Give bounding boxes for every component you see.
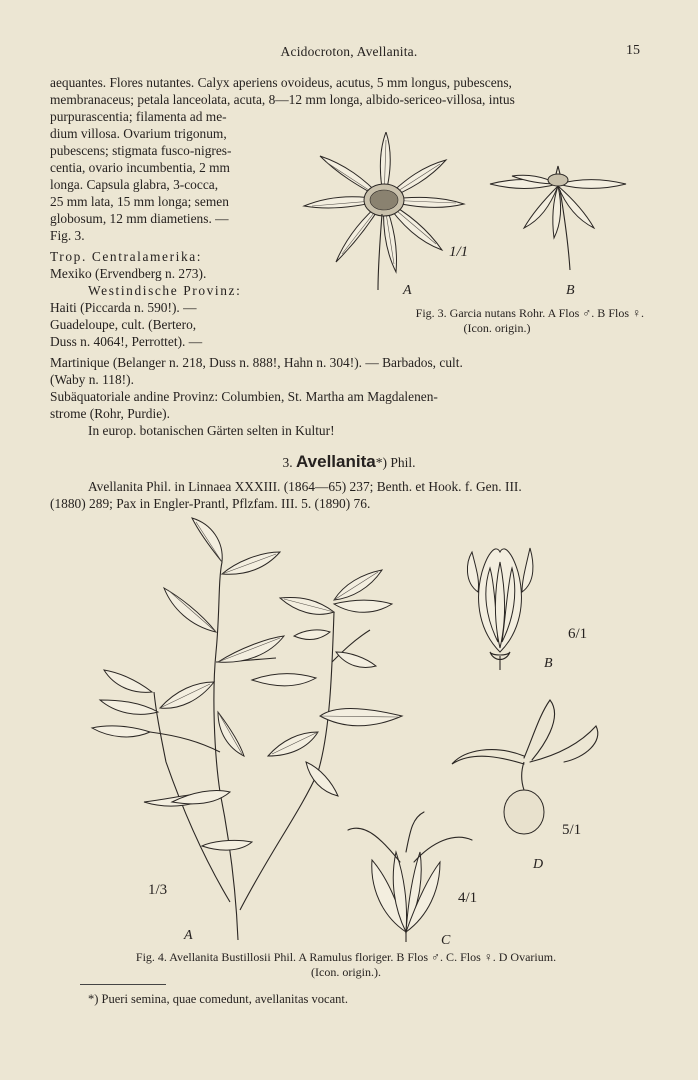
distribution-subaequatoriale: Subäquatoriale andine Provinz: Columbien, St. Martha am Magdalenen- (50, 389, 438, 404)
paragraph-narrow-column (50, 108, 280, 350)
distribution-duss: Duss n. 4064!, Perrottet). — (50, 334, 203, 349)
text-line: aequantes. Flores nutantes. Calyx aperiens ovoideus, acutus, 5 mm longus, pubescens, (50, 75, 512, 90)
distribution-strome: strome (Rohr, Purdie). (50, 406, 170, 421)
text-line: 25 mm lata, 15 mm longa; semen (50, 194, 229, 209)
text-line: Fig. 3. (50, 228, 85, 243)
fig4-label-d: D (533, 857, 544, 872)
fig4-scale-b: 6/1 (568, 626, 588, 642)
figure-4-illustration (80, 512, 640, 942)
distribution-westindies: Westindische Provinz: (88, 283, 242, 298)
fig4-caption-line1: Fig. 4. Avellanita Bustillosii Phil. A Ramulus floriger. B Flos ♂. C. Flos ♀. D Ovarium. (135, 950, 557, 964)
distribution-guadeloupe: Guadeloupe, cult. (Bertero, (50, 317, 197, 332)
running-head: Acidocroton, Avellanita. (280, 44, 418, 59)
text-line: longa. Capsula glabra, 3-cocca, (50, 177, 219, 192)
fig3-flower-a (304, 132, 464, 290)
text-line: centia, ovario incumbentia, 2 mm (50, 160, 230, 175)
distribution-waby: (Waby n. 118!). (50, 372, 134, 387)
distribution-europe: In europ. botanischen Gärten selten in Kultur! (88, 423, 335, 438)
citation-line: (1880) 289; Pax in Engler-Prantl, Pflzfam. III. 5. (1890) 76. (50, 496, 371, 511)
text-line: purpurascentia; filamenta ad me- (50, 109, 227, 124)
distribution-martinique: Martinique (Belanger n. 218, Duss n. 888!, Hahn n. 304!). — Barbados, cult. (50, 355, 463, 370)
distribution-central-america: Trop. Centralamerika: (50, 249, 203, 264)
citation-line: Avellanita Phil. in Linnaea XXXIII. (1864—65) 237; Benth. et Hook. f. Gen. III. (88, 479, 522, 494)
distribution-mexico: Mexiko (Ervendberg n. 273). (50, 266, 207, 281)
genus-citation (50, 478, 642, 512)
fig4-caption (50, 950, 642, 980)
fig3-caption-line2: (Icon. origin.) (463, 321, 531, 335)
fig4-flower-d (452, 700, 598, 834)
fig3-label-b: B (566, 283, 575, 298)
text-line: globosum, 12 mm diametiens. — (50, 211, 229, 226)
fig4-flower-b (467, 548, 533, 670)
fig3-flower-b (490, 166, 626, 270)
fig4-branch-a (92, 518, 402, 940)
paragraph-distribution-full (50, 354, 642, 439)
genus-heading (0, 452, 698, 472)
text-line: dium villosa. Ovarium trigonum, (50, 126, 227, 141)
fig3-label-a: A (403, 283, 412, 298)
fig4-label-c: C (441, 933, 451, 948)
distribution-haiti: Haiti (Piccarda n. 590!). — (50, 300, 197, 315)
genus-number: 3. (282, 455, 293, 470)
text-line: pubescens; stigmata fusco-nigres- (50, 143, 232, 158)
footnote-rule (80, 984, 166, 985)
genus-name: Avellanita (296, 452, 376, 471)
page-number: 15 (626, 43, 640, 58)
fig4-flower-c (348, 812, 472, 942)
footnote-marker: *) (375, 455, 387, 470)
fig3-caption-line1: Fig. 3. Garcia nutans Rohr. A Flos ♂. B Flos ♀. (415, 306, 644, 320)
fig4-label-a: A (184, 928, 193, 943)
genus-author: Phil. (390, 455, 416, 470)
footnote: *) Pueri semina, quae comedunt, avellanitas vocant. (88, 992, 348, 1006)
fig4-scale-a: 1/3 (148, 882, 168, 898)
text-line: membranaceus; petala lanceolata, acuta, 8—12 mm longa, albido-sericeo-villosa, intus (50, 92, 515, 107)
fig4-scale-c: 4/1 (458, 890, 478, 906)
fig4-caption-line2: (Icon. origin.). (311, 965, 381, 979)
fig3-caption (290, 306, 644, 336)
fig4-scale-d: 5/1 (562, 822, 582, 838)
fig3-scale: 1/1 (449, 244, 469, 260)
fig4-label-b: B (544, 656, 553, 671)
figure-3-illustration (296, 132, 646, 302)
paragraph-full-width (50, 74, 642, 108)
